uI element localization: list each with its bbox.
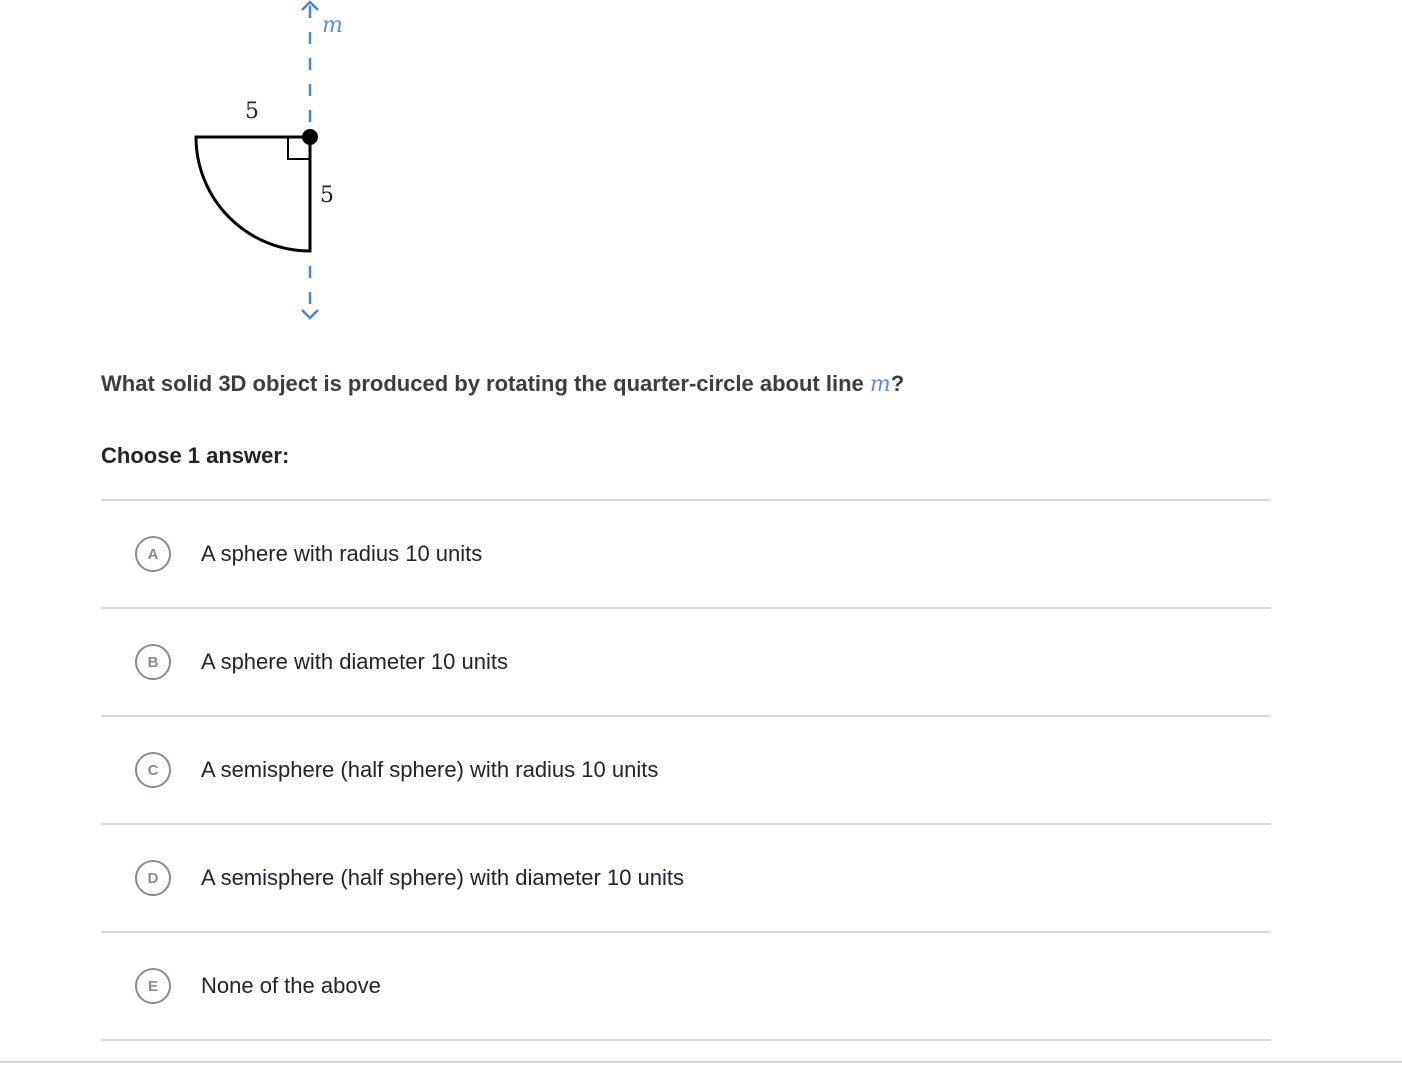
- bottom-divider: [0, 1061, 1402, 1063]
- quarter-circle-figure: [0, 0, 480, 340]
- question-suffix: ?: [890, 371, 905, 396]
- choice-text: None of the above: [201, 973, 381, 998]
- choice-text: A semisphere (half sphere) with radius 10 units: [201, 757, 659, 782]
- choice-e[interactable]: [101, 933, 1271, 1041]
- choice-c[interactable]: [101, 717, 1271, 825]
- choice-letter-badge: A: [135, 536, 171, 572]
- choice-a[interactable]: [101, 501, 1271, 609]
- center-point: [302, 129, 318, 145]
- choice-letter-badge: E: [135, 968, 171, 1004]
- question-text: [101, 371, 904, 397]
- line-m-label: m: [322, 13, 343, 38]
- choice-text: A sphere with radius 10 units: [201, 541, 483, 566]
- choice-d[interactable]: [101, 825, 1271, 933]
- right-side-label: 5: [320, 183, 334, 208]
- choice-b[interactable]: [101, 609, 1271, 717]
- choose-prompt: Choose 1 answer:: [101, 443, 290, 468]
- choice-text: A semisphere (half sphere) with diameter 10 units: [201, 865, 685, 890]
- question-variable: m: [869, 372, 891, 397]
- choice-text: A sphere with diameter 10 units: [201, 649, 508, 674]
- top-side-label: 5: [245, 99, 259, 124]
- quarter-circle-diagram: [0, 0, 480, 340]
- question-main: What solid 3D object is produced by rotating the quarter-circle about line: [101, 371, 870, 396]
- arrow-down-icon: [302, 310, 318, 318]
- choice-letter-badge: B: [135, 644, 171, 680]
- quarter-circle-shape: [196, 137, 310, 251]
- answer-choices: [101, 499, 1271, 1041]
- choice-letter-badge: C: [135, 752, 171, 788]
- choice-letter-badge: D: [135, 860, 171, 896]
